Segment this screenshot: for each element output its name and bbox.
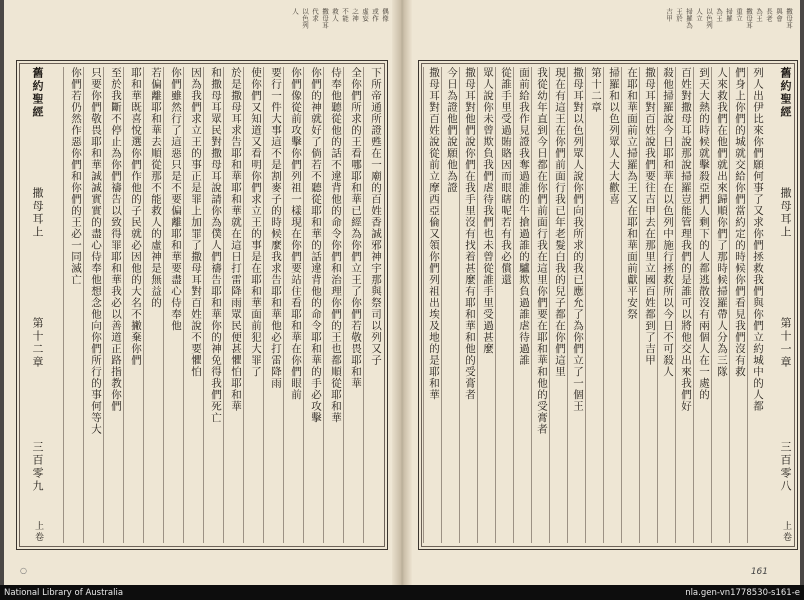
text-column: 今日為證他們說願他為證 xyxy=(441,67,459,543)
text-column: 侍奉他聽從他的話不違背他的命令你們和治理你們的王也都順從耶和華 xyxy=(323,67,343,543)
chapter-label: 第十一章 xyxy=(779,317,792,369)
library-name: National Library of Australia xyxy=(4,588,124,598)
text-column: 們身上你們的城就交給你們當約定的時候你們看見我們沒有救 xyxy=(729,67,747,543)
left-text-frame xyxy=(16,60,388,550)
text-column: 於是撒母耳求告耶和華耶和華就在這日打雷降雨眾民便甚懼怕耶和華 xyxy=(223,67,243,543)
margin-note: 代求 xyxy=(311,8,319,22)
volume-mark: 上卷 xyxy=(33,521,43,543)
text-column: 至於我斷不停止為你們禱告以致得罪耶和華我必以善道正路指教你們 xyxy=(103,67,123,543)
margin-note: 為王 xyxy=(755,8,763,22)
library-stamp: ○ xyxy=(20,566,27,575)
text-column: 你們的神就好了倘若不聽從耶和華的話違背他的命令耶和華的手必攻擊 xyxy=(303,67,323,543)
running-title: 舊約聖經 xyxy=(779,67,792,119)
page-number: 三百零八 xyxy=(779,441,792,493)
book-spread xyxy=(4,0,800,585)
text-column: 到天大熱的時候就擊殺亞捫人剩下的人都逃散沒有兩個人在一處的 xyxy=(693,67,711,543)
handwritten-page-number: 161 xyxy=(750,567,768,577)
left-page xyxy=(8,0,392,585)
book-name: 撒母耳上 xyxy=(31,187,44,239)
margin-note: 重立 xyxy=(735,8,743,22)
margin-note: 撒母耳 xyxy=(745,8,753,29)
left-running-header xyxy=(21,67,45,543)
book-name: 撒母耳上 xyxy=(779,187,792,239)
margin-note: 偶像 xyxy=(381,8,389,22)
margin-note: 以色列 xyxy=(301,8,309,29)
book-gutter xyxy=(392,0,412,585)
text-column: 耶和華既喜悅選你們作他的子民就必因他的大名不撇棄你們 xyxy=(123,67,143,543)
text-column: 撒母耳對百姓說從前立摩西亞倫又領你們列祖出埃及地的是耶和華 xyxy=(423,67,441,543)
left-margin-notes xyxy=(158,8,388,56)
text-column: 掃羅和以色列眾人大大歡喜 xyxy=(603,67,621,543)
text-column: 你們像從前攻擊你們列祖一樣現在你們要站住看耶和華在你們眼前 xyxy=(283,67,303,543)
chapter-label: 第十二章 xyxy=(31,317,44,369)
text-column: 全你們所求的王看哪耶和華已經為你們立王了你們若敬畏耶和華 xyxy=(343,67,363,543)
margin-note: 之神 xyxy=(351,8,359,22)
text-column: 眾人說你未曾欺負我們虐待我們也未曾從誰手里受過甚麼 xyxy=(477,67,495,543)
text-column: 列人出伊比來你們願何事了又求你們拯救我們與你們立約城中的人都 xyxy=(747,67,765,543)
margin-note: 人立 xyxy=(695,8,703,22)
right-page xyxy=(412,0,804,585)
text-column: 我從幼年直到今日都在你們前面行我在這里你們要在耶和華和他的受膏者 xyxy=(531,67,549,543)
text-column: 你們若仍然作惡你們和你們的王必一同滅亡 xyxy=(63,67,83,543)
text-column: 面前給我作見證我奪過誰的牛搶過誰的驢欺負過誰虐待過誰 xyxy=(513,67,531,543)
page-number: 三百零九 xyxy=(31,441,44,493)
margin-note: 不能 xyxy=(341,8,349,22)
text-column: 百姓對撒母耳說那說掃羅豈能管理我們的是誰可以將他交出來我們好 xyxy=(675,67,693,543)
volume-mark: 上卷 xyxy=(781,521,791,543)
margin-note: 長老 xyxy=(765,8,773,22)
text-column: 第十二章 xyxy=(585,67,603,543)
text-column: 你們雖然行了這惡只是不要偏離耶和華要盡心侍奉他 xyxy=(163,67,183,543)
right-running-header xyxy=(769,67,793,543)
text-column: 和撒母耳眾民對撒母耳說請你為僕人們禱告耶和華你的神免得我們死亡 xyxy=(203,67,223,543)
running-title: 舊約聖經 xyxy=(31,67,44,119)
margin-note: 掃羅 xyxy=(725,8,733,22)
text-column: 要行一件大事這不是割麥子的時候麼我求告耶和華他必打雷降雨 xyxy=(263,67,283,543)
item-identifier: nla.gen-vn1778530-s161-e xyxy=(685,588,800,598)
margin-note: 吉甲 xyxy=(665,8,673,22)
text-column: 撒母耳對百姓說我們要往吉甲去在那里立國百姓都到了吉甲 xyxy=(639,67,657,543)
text-column: 在耶和華面前立掃羅為王又在耶和華面前獻平安祭 xyxy=(621,67,639,543)
text-column: 撒母耳對他們說你們在我手里沒有找着甚麼有耶和華和他的受膏者 xyxy=(459,67,477,543)
text-column: 若偏離耶和華去順從那不能救人的虛神是無益的 xyxy=(143,67,163,543)
margin-note: 或作 xyxy=(371,8,379,22)
right-margin-notes xyxy=(452,8,792,56)
margin-note: 掃羅為 xyxy=(685,8,693,29)
margin-note: 與會 xyxy=(775,8,783,22)
margin-note: 以色列 xyxy=(705,8,713,29)
margin-note: 虛妄 xyxy=(361,8,369,22)
margin-note: 撒母耳 xyxy=(321,8,329,29)
margin-note: 救人 xyxy=(331,8,339,22)
text-column: 撒母耳對以色列眾人說你們向我所求的我已應允了為你們立了一個王 xyxy=(567,67,585,543)
text-column: 從誰手里受過賄賂因而眼瞎呢若有我必償還 xyxy=(495,67,513,543)
right-text-frame xyxy=(418,60,798,550)
left-text-columns xyxy=(49,67,383,543)
text-column: 現在有這王在你們前面行我已年老髮白我的兒子都在你們這里 xyxy=(549,67,567,543)
text-column: 只要你們敬畏耶和華誠誠實實的盡心侍奉他想念他向你們所行的事何等大 xyxy=(83,67,103,543)
text-column: 下所帝通所證甦在一廟的百姓香誠邪神宇那與祭司以列又子 xyxy=(363,67,383,543)
text-column: 使你們又知道又看明你們求立王的事是在耶和華面前犯大罪了 xyxy=(243,67,263,543)
margin-note: 撒母耳 xyxy=(785,8,793,29)
right-text-columns xyxy=(423,67,765,543)
margin-note: 人 xyxy=(291,8,299,15)
text-column: 殺他掃羅說今日耶和華在以色列中施行拯救所以今日不可殺人 xyxy=(657,67,675,543)
text-column: 因為我們求立王的事正是罪上加罪了撒母耳對百姓說不要懼怕 xyxy=(183,67,203,543)
text-column: 人來救我們在他們就出來歸順你們了那時候掃羅帶人分為三隊 xyxy=(711,67,729,543)
margin-note: 王於 xyxy=(675,8,683,22)
footer-bar xyxy=(0,585,804,600)
margin-note: 為王 xyxy=(715,8,723,22)
